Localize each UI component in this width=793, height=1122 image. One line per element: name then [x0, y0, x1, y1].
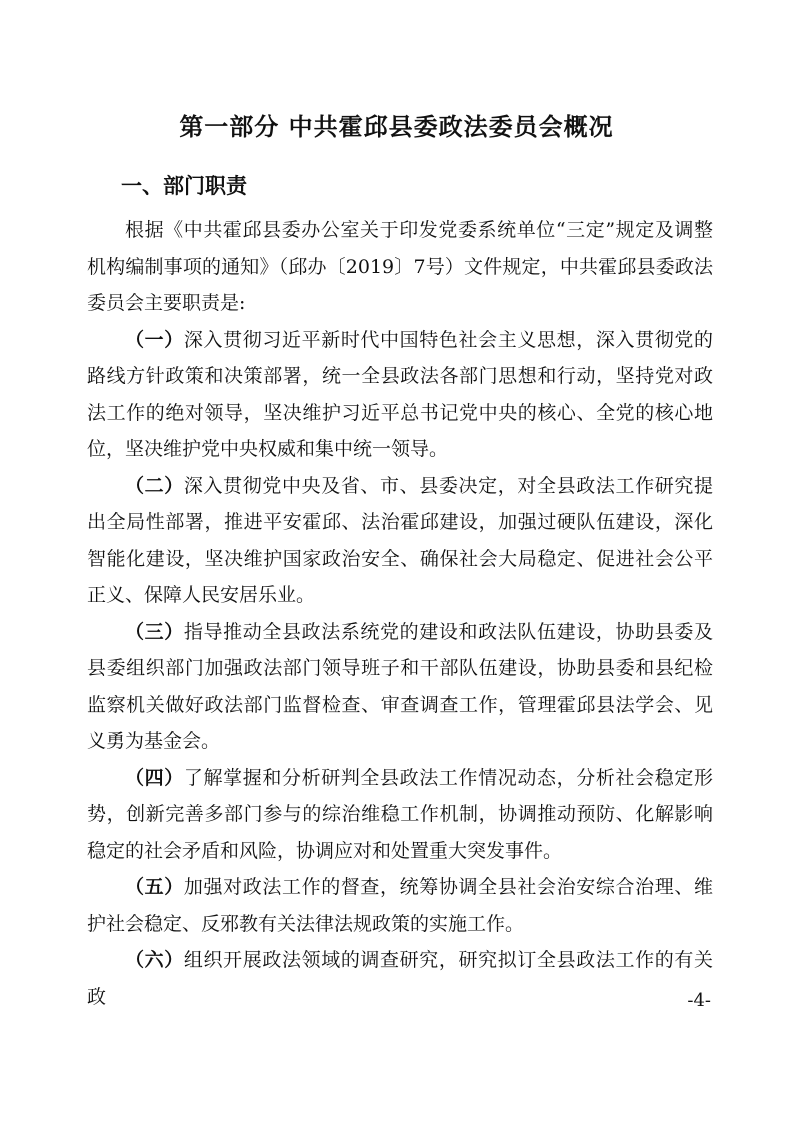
duty-number: （六）: [125, 949, 184, 971]
duty-text: 指导推动全县政法系统党的建设和政法队伍建设，协助县委及县委组织部门加强政法部门领导班子和干部队伍建设，协助县委和县纪检监察机关做好政法部门监督检查、审查调查工作，管理霍邱县法学会、见义勇为基金会。: [87, 620, 713, 752]
duty-paragraph: [87, 942, 713, 1015]
duty-number: （一）: [125, 328, 184, 351]
duty-number: （五）: [125, 876, 184, 898]
duty-text: 深入贯彻党中央及省、市、县委决定，对全县政法工作研究提出全局性部署，推进平安霍邱、法治霍邱建设，加强过硬队伍建设，深化智能化建设，坚决维护国家政治安全、确保社会大局稳定、促进社会公平正义、保障人民安居乐业。: [87, 474, 713, 606]
page-title: 第一部分 中共霍邱县委政法委员会概况: [179, 113, 614, 141]
section-heading: 一、部门职责: [121, 174, 247, 198]
duty-text: 组织开展政法领域的调查研究，研究拟订全县政法工作的有关政: [87, 949, 713, 1008]
duty-paragraph: [87, 869, 713, 942]
duty-number: （二）: [125, 474, 184, 497]
duty-paragraph: [87, 614, 713, 760]
document-body: [87, 212, 713, 1015]
duty-paragraph: [87, 760, 713, 870]
intro-paragraph: 根据《中共霍邱县委办公室关于印发党委系统单位“三定”规定及调整机构编制事项的通知》（邱办〔2019〕7号）文件规定，中共霍邱县委政法委员会主要职责是:: [87, 219, 713, 314]
duty-number: （四）: [125, 766, 184, 789]
duty-paragraph: [87, 468, 713, 614]
page-number: -4-: [687, 990, 711, 1011]
duty-text: 加强对政法工作的督查，统筹协调全县社会治安综合治理、维护社会稳定、反邪教有关法律法规政策的实施工作。: [87, 876, 713, 935]
duty-text: 了解掌握和分析研判全县政法工作情况动态，分析社会稳定形势，创新完善多部门参与的综治维稳工作机制，协调推动预防、化解影响稳定的社会矛盾和风险，协调应对和处置重大突发事件。: [87, 766, 713, 862]
duty-paragraph: [87, 322, 713, 468]
duty-number: （三）: [125, 620, 184, 643]
duty-text: 深入贯彻习近平新时代中国特色社会主义思想，深入贯彻党的路线方针政策和决策部署，统一全县政法各部门思想和行动，坚持党对政法工作的绝对领导，坚决维护习近平总书记党中央的核心、全党的核心地位，坚决维护党中央权威和集中统一领导。: [87, 328, 713, 460]
